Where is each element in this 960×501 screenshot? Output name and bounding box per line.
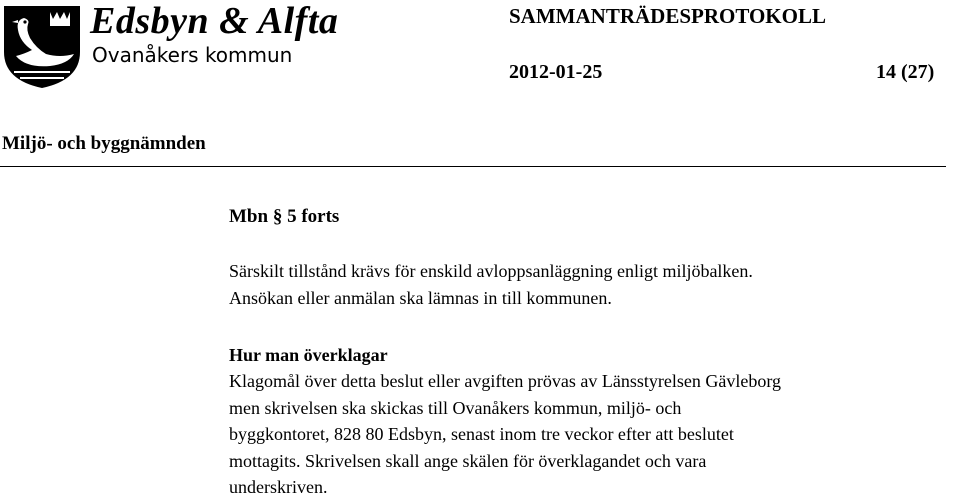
paragraph-line: Ansökan eller anmälan ska lämnas in till kommunen. [229,287,612,308]
page-number: 14 (27) [876,61,935,83]
paragraph-line: underskriven. [229,477,328,497]
document-type: SAMMANTRÄDESPROTOKOLL [509,4,826,28]
paragraph-appeal [229,368,959,501]
paragraph-line: byggkontoret, 828 80 Edsbyn, senast inom tre veckor efter att beslutet [229,424,734,444]
brand-name: Edsbyn & Alfta [90,0,339,42]
municipality-logo-icon [2,2,82,90]
paragraph-line: Särskilt tillstånd krävs för enskild avloppsanläggning enligt miljöbalken. [229,261,753,281]
paragraph-permit [229,258,959,311]
paragraph-line: Klagomål över detta beslut eller avgiften prövas av Länsstyrelsen Gävleborg [229,371,781,391]
document-date: 2012-01-25 [509,61,603,83]
section-heading: Mbn § 5 forts [229,206,340,227]
header-divider [0,166,946,167]
paragraph-line: mottagits. Skrivelsen skall ange skälen för överklagandet och vara [229,450,707,471]
paragraph-line: men skrivelsen ska skickas till Ovanåkers kommun, miljö- och [229,397,682,418]
appeal-heading: Hur man överklagar [229,345,388,365]
committee-name: Miljö- och byggnämnden [2,133,206,154]
brand-subtitle: Ovanåkers kommun [92,43,293,67]
